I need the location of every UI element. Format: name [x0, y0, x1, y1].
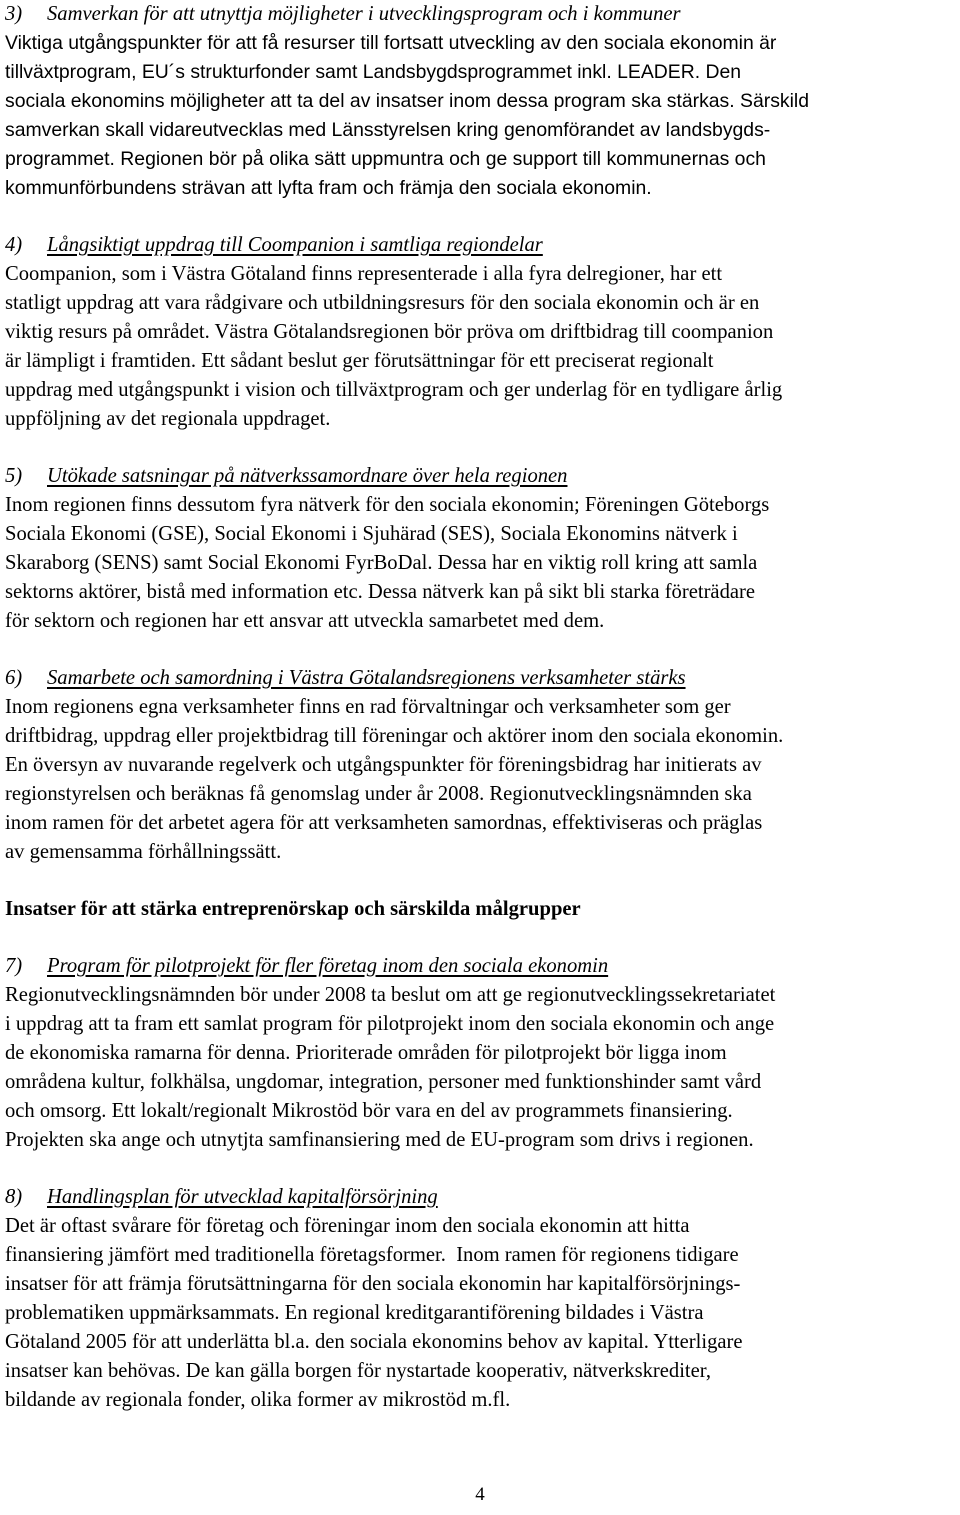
body-line: Coompanion, som i Västra Götaland finns representerade i alla fyra delregioner, har ett: [5, 263, 723, 285]
body-line: kommunförbundens strävan att lyfta fram och främja den sociala ekonomin.: [5, 177, 652, 199]
section-number: 5): [5, 465, 23, 487]
section-heading: [5, 462, 957, 491]
body-line: problematiken uppmärksammats. En regional kreditgarantiförening bildades i Västra: [5, 1302, 704, 1324]
body-line: och omsorg. Ett lokalt/regionalt Mikrostöd bör vara en del av programmets finansiering.: [5, 1100, 733, 1122]
section-4: [5, 231, 957, 434]
body-line: regionstyrelsen och beräknas få genomslag under år 2008. Regionutvecklingsnämnden ska: [5, 783, 752, 805]
body-line: finansiering jämfört med traditionella företagsformer. Inom ramen för regionens tidigare: [5, 1244, 739, 1266]
body-line: tillväxtprogram, EU´s strukturfonder samt Landsbygdsprogrammet inkl. LEADER. Den: [5, 61, 742, 83]
body-line: bildande av regionala fonder, olika former av mikrostöd m.fl.: [5, 1389, 511, 1411]
body-line: inom ramen för det arbetet agera för att verksamheten samordnas, effektiviseras och präglas: [5, 812, 763, 834]
section-number: 4): [5, 234, 23, 256]
body-line: Viktiga utgångspunkter för att få resurser till fortsatt utveckling av den sociala ekonomin är: [5, 32, 777, 54]
body-line: av gemensamma förhållningssätt.: [5, 841, 282, 863]
section-title: Samverkan för att utnyttja möjligheter i utvecklingsprogram och i kommuner: [47, 3, 681, 25]
body-line: insatser kan behövas. De kan gälla borgen för nystartade kooperativ, nätverkskrediter,: [5, 1360, 711, 1382]
section-5: [5, 462, 957, 636]
section-title: Handlingsplan för utvecklad kapitalförsörjning: [47, 1186, 438, 1208]
body-line: Inom regionen finns dessutom fyra nätverk för den sociala ekonomin; Föreningen Göteborgs: [5, 494, 770, 516]
body-line: är lämpligt i framtiden. Ett sådant beslut ger förutsättningar för ett preciserat regionalt: [5, 350, 714, 372]
body-line: sociala ekonomins möjligheter att ta del av insatser inom dessa program ska stärkas. Särskild: [5, 90, 809, 112]
body-line: statligt uppdrag att vara rådgivare och utbildningsresurs för den sociala ekonomin och är en: [5, 292, 760, 314]
body-line: för sektorn och regionen har ett ansvar att utveckla samarbetet med dem.: [5, 610, 605, 632]
section-heading: [5, 952, 957, 981]
section-heading: [5, 664, 957, 693]
body-line: uppföljning av det regionala uppdraget.: [5, 408, 331, 430]
body-line: Regionutvecklingsnämnden bör under 2008 ta beslut om att ge regionutvecklingssekretariatet: [5, 984, 776, 1006]
body-line: Götaland 2005 för att underlätta bl.a. den sociala ekonomins behov av kapital. Ytterligare: [5, 1331, 743, 1353]
body-line: Skaraborg (SENS) samt Social Ekonomi FyrBoDal. Dessa har en viktig roll kring att samla: [5, 552, 758, 574]
body-line: insatser för att främja förutsättningarna för den sociala ekonomin har kapitalförsörjnings-: [5, 1273, 741, 1295]
body-line: Sociala Ekonomi (GSE), Social Ekonomi i Sjuhärad (SES), Sociala Ekonomins nätverk i: [5, 523, 738, 545]
section-number: 3): [5, 3, 23, 25]
body-line: driftbidrag, uppdrag eller projektbidrag till föreningar och aktörer inom den sociala ekonomin.: [5, 725, 784, 747]
body-line: Inom regionens egna verksamheter finns en rad förvaltningar och verksamheter som ger: [5, 696, 731, 718]
section-title: Samarbete och samordning i Västra Götalandsregionens verksamheter stärks: [47, 667, 686, 689]
body-line: sektorns aktörer, bistå med information etc. Dessa nätverk kan på sikt bli starka företrädare: [5, 581, 756, 603]
body-line: programmet. Regionen bör på olika sätt uppmuntra och ge support till kommunernas och: [5, 148, 766, 170]
body-line: viktig resurs på området. Västra Götalandsregionen bör pröva om driftbidrag till coompanion: [5, 321, 774, 343]
body-line: i uppdrag att ta fram ett samlat program för pilotprojekt inom den sociala ekonomin och ange: [5, 1013, 775, 1035]
page-number: 4: [475, 1484, 485, 1505]
body-line: områdena kultur, folkhälsa, ungdomar, integration, personer med funktionshinder samt vård: [5, 1071, 762, 1093]
section-heading: [5, 231, 957, 260]
body-line: samverkan skall vidareutvecklas med Länsstyrelsen kring genomförandet av landsbygds-: [5, 119, 771, 141]
section-heading: [5, 0, 957, 29]
section-number: 6): [5, 667, 23, 689]
section-heading: [5, 1183, 957, 1212]
body-line: Det är oftast svårare för företag och föreningar inom den sociala ekonomin att hitta: [5, 1215, 690, 1237]
section-8: [5, 1183, 957, 1415]
section-number: 7): [5, 955, 23, 977]
section-7: [5, 952, 957, 1155]
section-title: Program för pilotprojekt för fler företag inom den sociala ekonomin: [47, 955, 609, 977]
section-title: Utökade satsningar på nätverkssamordnare över hela regionen: [47, 465, 568, 487]
document-page: [5, 0, 957, 1415]
section-number: 8): [5, 1186, 23, 1208]
section-title: Långsiktigt uppdrag till Coompanion i samtliga regiondelar: [47, 234, 543, 256]
section-6: [5, 664, 957, 867]
body-line: uppdrag med utgångspunkt i vision och tillväxtprogram och ger underlag för en tydligare årlig: [5, 379, 783, 401]
section-3: [5, 0, 957, 203]
main-heading: Insatser för att stärka entreprenörskap och särskilda målgrupper: [5, 898, 581, 920]
body-line: de ekonomiska ramarna för denna. Prioriterade områden för pilotprojekt bör ligga inom: [5, 1042, 727, 1064]
body-line: Projekten ska ange och utnytjta samfinansiering med de EU-program som drivs i regionen.: [5, 1129, 754, 1151]
body-line: En översyn av nuvarande regelverk och utgångspunkter för föreningsbidrag har initierats av: [5, 754, 762, 776]
